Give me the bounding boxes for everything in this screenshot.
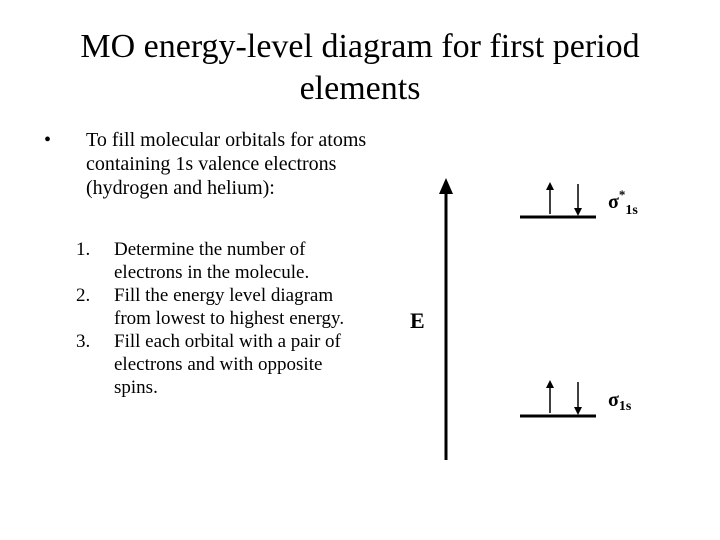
- mo-energy-diagram: [390, 170, 690, 470]
- arrow-down-icon: [574, 407, 582, 415]
- step-number: 3.: [76, 331, 91, 352]
- sigma-1s-level: [520, 380, 632, 416]
- slide-title: MO energy-level diagram for first period elements: [80, 28, 640, 107]
- orbital-symbol: σ: [608, 191, 619, 213]
- orbital-superscript: *: [618, 187, 626, 202]
- intro-text: To fill molecular orbitals for atoms containing 1s valence electrons (hydrogen and helium):: [86, 129, 367, 199]
- bullet-marker: •: [44, 129, 52, 151]
- orbital-label: [608, 187, 638, 218]
- energy-axis-label: E: [410, 308, 425, 333]
- arrowhead-icon: [439, 178, 453, 194]
- step-text: Determine the number of electrons in the molecule.: [114, 239, 310, 283]
- step-number: 2.: [76, 285, 91, 306]
- arrow-down-icon: [574, 208, 582, 216]
- step-number: 1.: [76, 239, 91, 260]
- arrow-up-icon: [546, 380, 554, 388]
- list-item: [76, 330, 356, 399]
- steps-list: [76, 238, 356, 399]
- list-item: [76, 238, 356, 284]
- step-text: Fill each orbital with a pair of electrons and with opposite spins.: [114, 331, 341, 398]
- orbital-symbol: σ: [608, 389, 619, 411]
- step-text: Fill the energy level diagram from lowest to highest energy.: [114, 285, 345, 329]
- orbital-subscript: 1s: [618, 399, 632, 414]
- list-item: [76, 284, 356, 330]
- arrow-up-icon: [546, 182, 554, 190]
- orbital-subscript: 1s: [625, 203, 638, 218]
- sigma-star-1s-level: [520, 182, 638, 218]
- orbital-label: [608, 389, 632, 414]
